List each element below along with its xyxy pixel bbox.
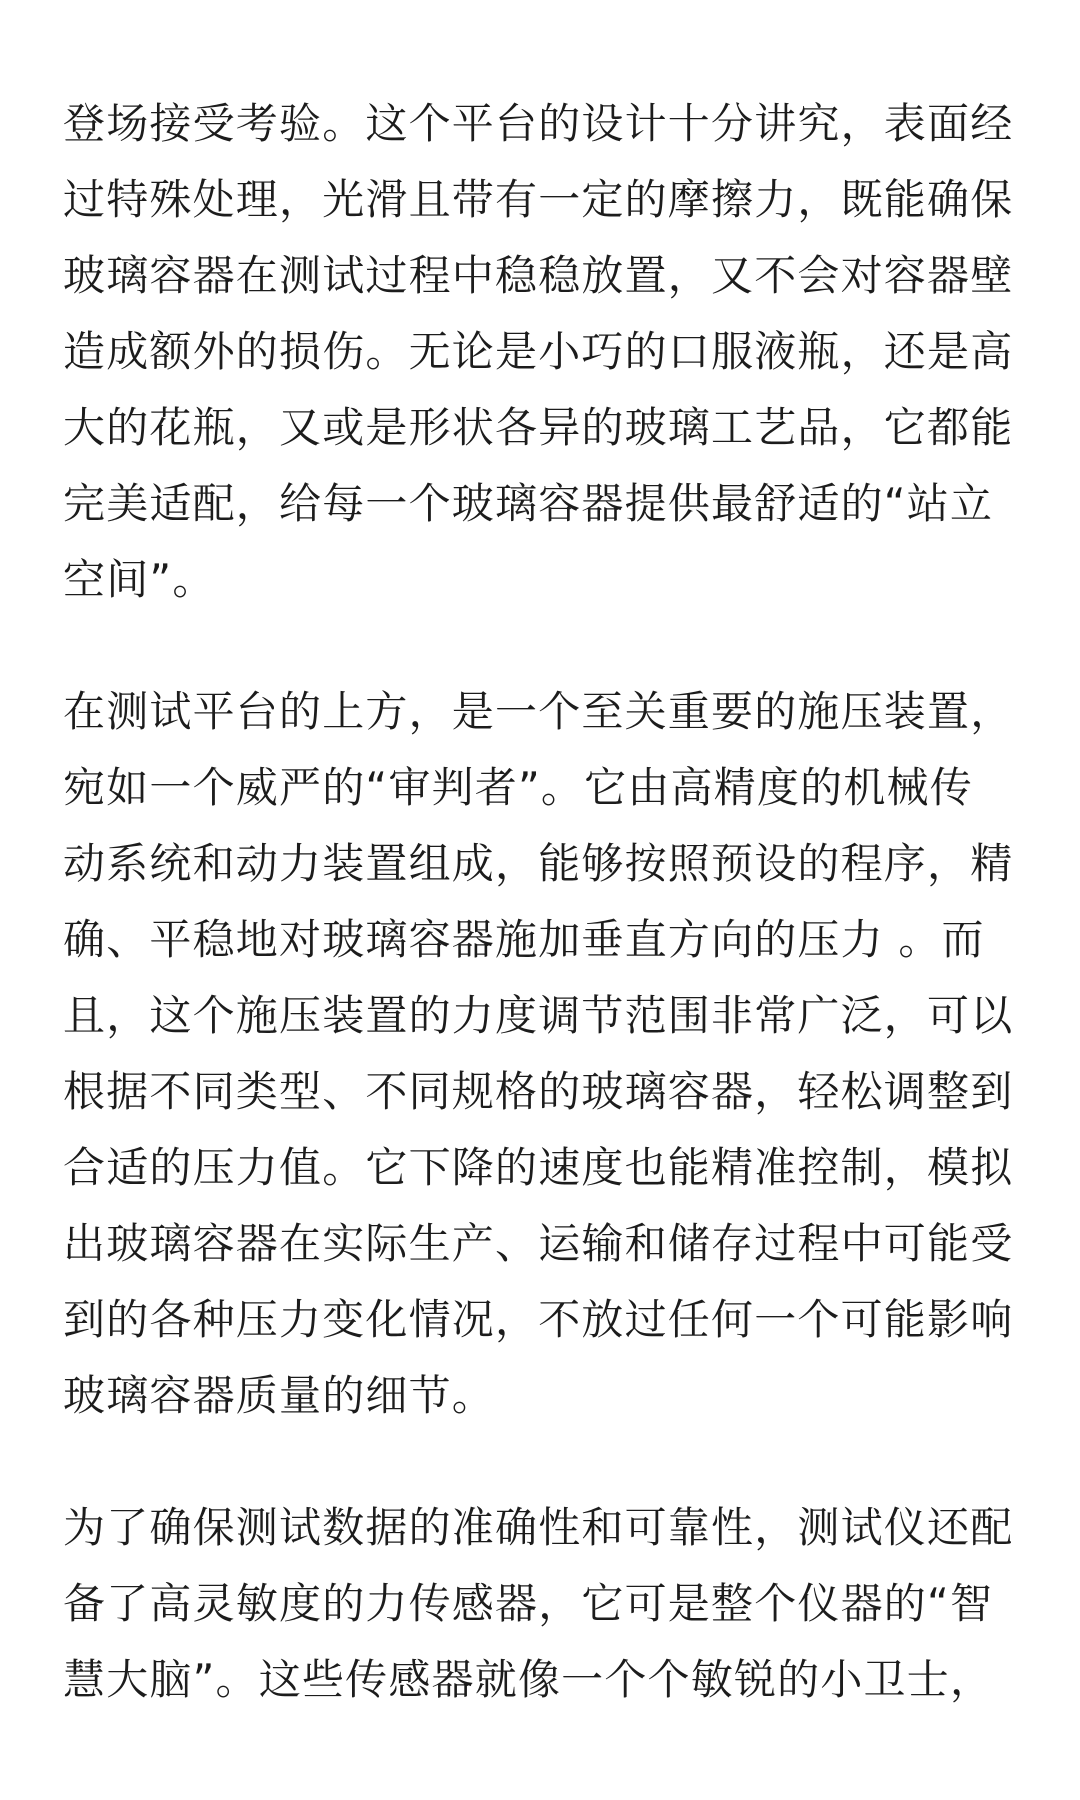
text-line: 动系统和动力装置组成，能够按照预设的程序，精 [63, 839, 1014, 888]
article-body [63, 86, 1023, 1718]
text-line: 为了确保测试数据的准确性和可靠性，测试仪还配 [63, 1503, 1014, 1552]
text-line: 玻璃容器在测试过程中稳稳放置，又不会对容器壁 [63, 251, 1014, 300]
text-line: 宛如一个威严的“审判者”。它由高精度的机械传 [63, 763, 973, 812]
paragraph-sensors [63, 1490, 1023, 1718]
text-line: 根据不同类型、不同规格的玻璃容器，轻松调整到 [63, 1067, 1014, 1116]
text-line: 慧大脑”。这些传感器就像一个个敏锐的小卫士， [63, 1655, 994, 1704]
text-line: 空间”。 [63, 555, 216, 604]
text-line: 出玻璃容器在实际生产、运输和储存过程中可能受 [63, 1219, 1014, 1268]
paragraph-platform [63, 86, 1023, 618]
text-line: 大的花瓶，又或是形状各异的玻璃工艺品，它都能 [63, 403, 1014, 452]
text-line: 确、平稳地对玻璃容器施加垂直方向的压力 。而 [63, 915, 985, 964]
text-line: 到的各种压力变化情况，不放过任何一个可能影响 [63, 1295, 1014, 1344]
paragraph-pressure-device [63, 674, 1023, 1434]
text-line: 合适的压力值。它下降的速度也能精准控制，模拟 [63, 1143, 1014, 1192]
text-line: 登场接受考验。这个平台的设计十分讲究，表面经 [63, 99, 1014, 148]
text-line: 过特殊处理，光滑且带有一定的摩擦力，既能确保 [63, 175, 1014, 224]
text-line: 且，这个施压装置的力度调节范围非常广泛，可以 [63, 991, 1014, 1040]
text-line: 备了高灵敏度的力传感器，它可是整个仪器的“智 [63, 1579, 994, 1628]
text-line: 造成额外的损伤。无论是小巧的口服液瓶，还是高 [63, 327, 1014, 376]
text-line: 在测试平台的上方，是一个至关重要的施压装置， [63, 687, 1014, 736]
text-line: 完美适配，给每一个玻璃容器提供最舒适的“站立 [63, 479, 994, 528]
text-line: 玻璃容器质量的细节。 [63, 1371, 496, 1420]
